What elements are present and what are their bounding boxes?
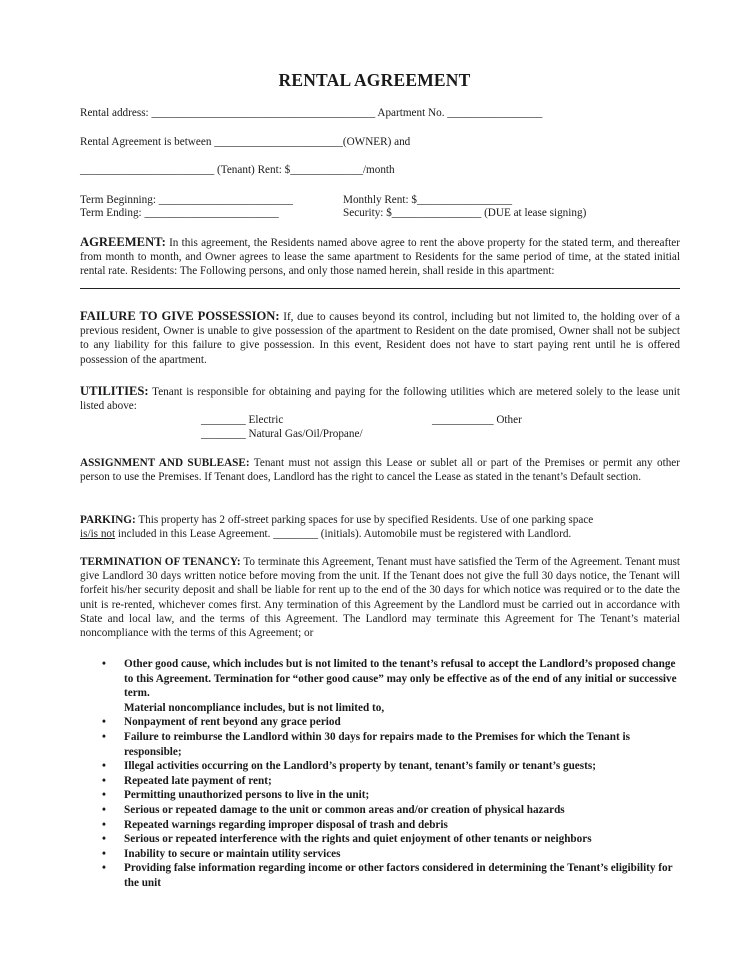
agreement-text: In this agreement, the Residents named above agree to rent the above property for the stated term, and thereafter from month to month, and Owner agrees to lease the same apartment to Residents for the same period of time, at the stated initial rental rate. Residents: The Following persons, and only those named herein, shall reside in this apartment: xyxy=(80,237,680,278)
utility-electric: ________ Electric xyxy=(201,414,284,426)
rental-address-line: Rental address: ________________________________________ Apartment No. _________________ xyxy=(80,107,543,119)
termination-heading: TERMINATION OF TENANCY: xyxy=(80,556,241,568)
assignment-text: Tenant must not assign this Lease or sublet all or part of the Premises or permit any other person to use the Premises. If Tenant does, Landlord has the right to cancel the Lease as stated in the tenant’s Default section. xyxy=(80,457,680,484)
list-item: • Inability to secure or maintain utility services xyxy=(102,847,341,860)
assignment-heading: ASSIGNMENT AND SUBLEASE: xyxy=(80,457,250,469)
assignment-section xyxy=(80,456,680,484)
tenant-rent-line: ________________________ (Tenant) Rent: $_____________/month xyxy=(80,164,395,176)
failure-section xyxy=(80,309,680,367)
failure-heading: FAILURE TO GIVE POSSESSION: xyxy=(80,309,280,323)
list-item: • Nonpayment of rent beyond any grace period xyxy=(102,716,341,729)
term-beginning-line: Term Beginning: ________________________ xyxy=(80,194,294,206)
list-item: • Serious or repeated damage to the unit or common areas and/or creation of physical hazards xyxy=(102,803,565,816)
residents-blank-line xyxy=(80,288,680,289)
list-item: • Providing false information regarding income or other factors considered in determining the Tenant’s eligibility for the unit xyxy=(102,862,673,889)
list-item: • Repeated warnings regarding improper disposal of trash and debris xyxy=(102,818,448,831)
parking-section xyxy=(80,513,690,541)
termination-section xyxy=(80,555,680,640)
security-line: Security: $________________ (DUE at lease signing) xyxy=(343,207,587,219)
list-item: • Permitting unauthorized persons to live in the unit; xyxy=(102,789,370,802)
termination-list xyxy=(80,657,680,891)
list-item: • Other good cause, which includes but is not limited to the tenant’s refusal to accept the Landlord’s proposed change to this Agreement. Termination for “other good cause” may only be effective as of the end of any initial or successive term. Material noncompliance includes, but is not limited to, xyxy=(102,658,677,714)
utility-other: ___________ Other xyxy=(432,414,522,426)
parking-text: This property has 2 off-street parking spaces for use by specified Residents. Use of one parking space xyxy=(135,514,594,526)
monthly-rent-line: Monthly Rent: $_________________ xyxy=(343,194,513,206)
failure-text: If, due to causes beyond its control, including but not limited to, the holding over of a previous resident, Owner is unable to give possession of the apartment to Resident on the date promised, Owner shall not be subject to any liability for this failure to give possession. In this event, Resident does not have to start paying rent until he is offered possession of the apartment. xyxy=(80,311,680,366)
term-ending-line: Term Ending: ________________________ xyxy=(80,207,279,219)
agreement-section xyxy=(80,235,680,279)
between-line: Rental Agreement is between _______________________(OWNER) and xyxy=(80,136,411,148)
list-item: • Repeated late payment of rent; xyxy=(102,774,272,787)
utility-gas: ________ Natural Gas/Oil/Propane/ xyxy=(201,428,363,440)
termination-text: To terminate this Agreement, Tenant must have satisfied the Term of the Agreement. Tenant must give Landlord 30 days written notice before moving from the unit. If the Tenant does not give the full 30 days notice, the Tenant will forfeit his/her security deposit and shall be liable for rent up to the end of the 30 days for which notice was required or to the date the unit is re-rented, whichever comes first. Any termination of this Agreement by the Landlord must be carried out in accordance with State and local law, and the terms of this Agreement. The Landlord may terminate this Agreement for The Tenant’s material noncompliance with the terms of this Agreement; or xyxy=(80,556,680,640)
parking-heading: PARKING: xyxy=(80,514,136,526)
document-title: RENTAL AGREEMENT xyxy=(278,70,471,90)
utilities-section xyxy=(80,384,680,413)
list-item: • Illegal activities occurring on the Landlord’s property by tenant, tenant’s family or tenant’s guests; xyxy=(102,760,596,773)
parking-text-2: included in this Lease Agreement. ________ (initials). Automobile must be registered with Landlord. xyxy=(115,528,572,541)
agreement-heading: AGREEMENT: xyxy=(80,235,166,249)
list-item: • Failure to reimburse the Landlord within 30 days for repairs made to the Premises for which the Tenant is responsible; xyxy=(102,730,630,758)
material-noncompliance-line: Material noncompliance includes, but is not limited to, xyxy=(124,701,385,714)
parking-is-not: is/is not xyxy=(80,528,116,541)
list-item: • Serious or repeated interference with the rights and quiet enjoyment of other tenants or neighbors xyxy=(102,833,592,846)
utilities-heading: UTILITIES: xyxy=(80,384,149,398)
utilities-text: Tenant is responsible for obtaining and paying for the following utilities which are metered solely to the lease unit listed above: xyxy=(80,386,680,413)
